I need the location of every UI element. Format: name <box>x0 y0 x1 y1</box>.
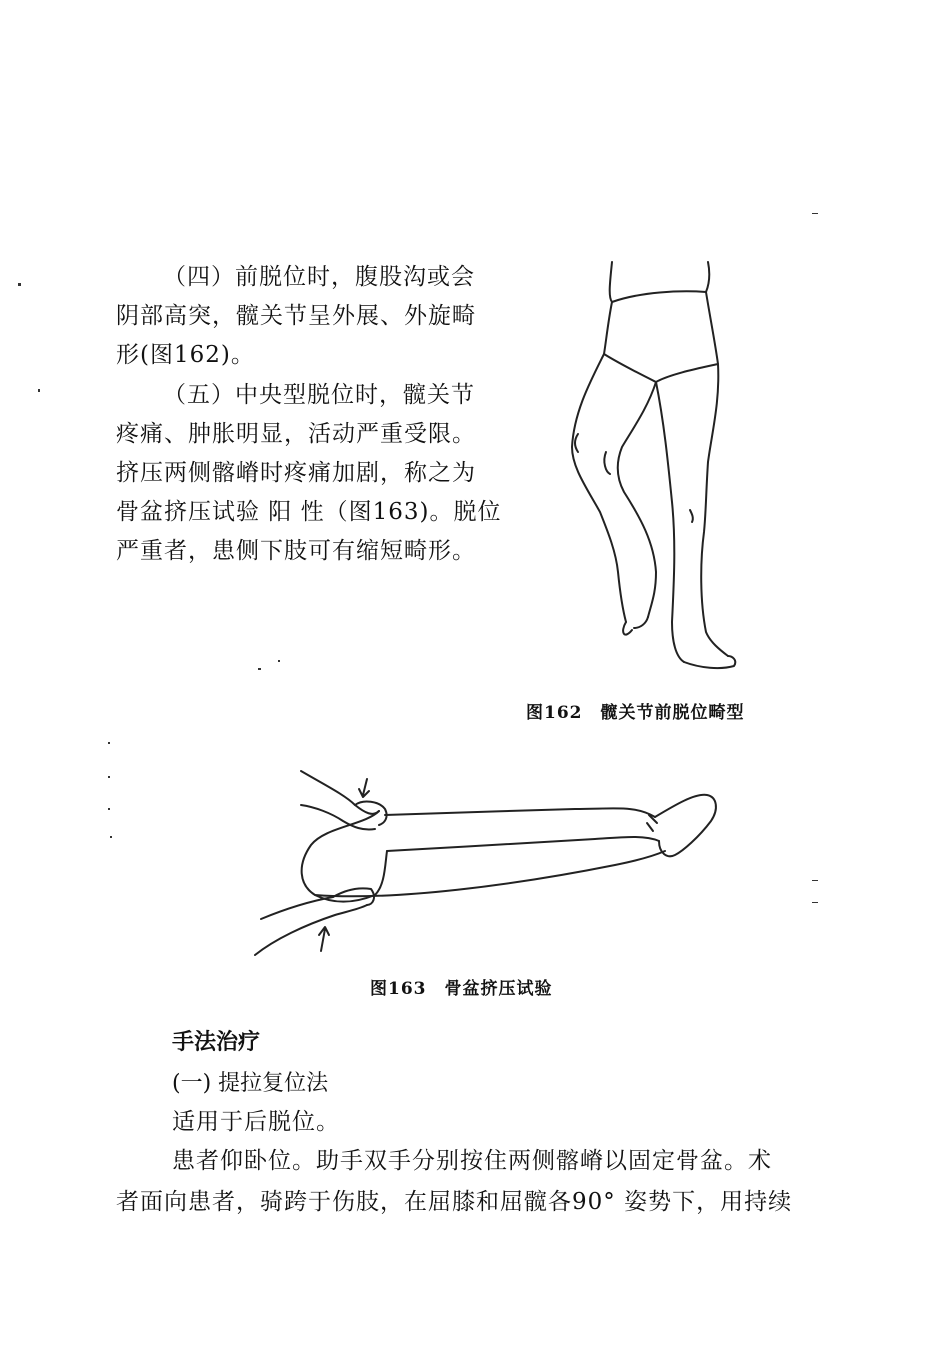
indication-text: 适用于后脱位。 <box>172 1109 340 1135</box>
section-four-line-1: （四）前脱位时，腹股沟或会 <box>163 264 475 290</box>
figure-162-left-foot <box>623 617 648 635</box>
section-four-line-3: 形(图162)。 <box>116 342 255 368</box>
figure-162-left-leg <box>572 354 656 622</box>
figure-162-underwear <box>604 292 718 382</box>
figure-163-lower-arm <box>255 897 367 955</box>
treatment-body-line-1: 患者仰卧位。助手双手分别按住两侧髂嵴以固定骨盆。术 <box>172 1148 772 1174</box>
treatment-body-line-2: 者面向患者，骑跨于伤肢，在屈膝和屈髋各90° 姿势下，用持续 <box>116 1189 793 1215</box>
section-five-line-1: （五）中央型脱位时，髋关节 <box>163 382 475 408</box>
section-four-line-2: 阴部高突，髋关节呈外展、外旋畸 <box>116 303 476 329</box>
treatment-heading: 手法治疗 <box>172 1029 261 1055</box>
section-five-line-5: 严重者，患侧下肢可有缩短畸形。 <box>116 538 476 564</box>
figure-163-caption: 图163 骨盆挤压试验 <box>370 979 553 999</box>
figure-162-torso <box>610 262 710 302</box>
figure-163-illustration <box>255 765 735 955</box>
figure-163-feet <box>655 795 716 856</box>
section-five-line-4: 骨盆挤压试验 阳 性（图163)。脱位 <box>116 499 502 525</box>
figure-163-up-arrow <box>319 927 329 951</box>
method-title: (一) 提拉复位法 <box>172 1071 329 1096</box>
section-five-line-2: 疼痛、肿胀明显，活动严重受限。 <box>116 421 476 447</box>
figure-163-legs <box>315 808 665 896</box>
figure-163-pelvis <box>302 811 387 902</box>
section-five-line-3: 挤压两侧髂嵴时疼痛加剧，称之为 <box>116 460 476 486</box>
figure-163-down-arrow <box>359 779 369 797</box>
figure-162-right-foot <box>684 656 735 668</box>
figure-162-illustration <box>560 262 760 682</box>
figure-162-caption: 图162 髋关节前脱位畸型 <box>526 703 745 723</box>
